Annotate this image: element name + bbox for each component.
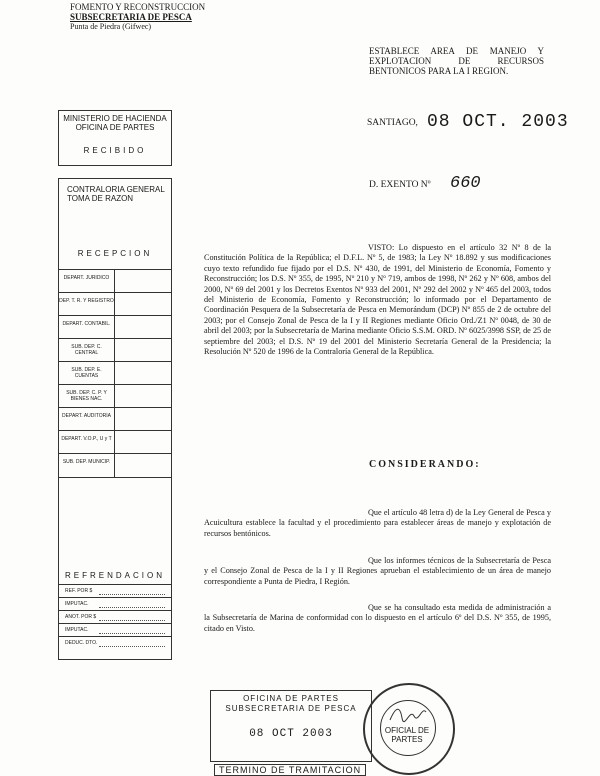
routing-row: DEPART. V.O.P., U y T	[59, 430, 171, 454]
oficina-partes-stamp	[210, 690, 372, 762]
oficina-partes-date: 08 OCT 2003	[249, 728, 333, 740]
refrendacion-row: DEDUC. DTO.	[59, 636, 171, 650]
considerando-2: Que los informes técnicos de la Subsecretaría de Pesca y el Consejo Zonal de Pesca de la I y II Regiones aprueban el establecimiento de un área de manejo correspondiente a Punta de Piedra, I Región.	[204, 556, 551, 586]
location-header: Punta de Piedra (Gifwec)	[70, 22, 152, 31]
routing-row: SUB. DEP. E. CUENTAS	[59, 361, 171, 385]
date-stamp: 08 OCT. 2003	[427, 112, 569, 132]
recepcion-heading: RECEPCION	[77, 249, 153, 258]
hacienda-stamp-title: MINISTERIO DE HACIENDA OFICINA DE PARTES	[63, 114, 167, 132]
refrendacion-row: ANOT. POR $	[59, 610, 171, 624]
decree-title: ESTABLECE AREA DE MANEJO Y EXPLOTACION DE RECURSOS BENTONICOS PARA LA I REGION.	[369, 46, 544, 76]
hacienda-stamp	[58, 110, 172, 166]
ministry-header: FOMENTO Y RECONSTRUCCION	[70, 2, 206, 12]
considerando-heading: CONSIDERANDO:	[369, 459, 481, 470]
routing-row: DEP. T. R. Y REGISTRO	[59, 292, 171, 316]
contraloria-title: CONTRALORIA GENERAL TOMA DE RAZON	[67, 185, 165, 203]
routing-row: SUB. DEP. C. CENTRAL	[59, 338, 171, 362]
decree-label: D. EXENTO Nº	[369, 180, 431, 190]
considerando-3: Que se ha consultado esta medida de administración a la Subsecretaría de Marina de conformidad con lo dispuesto en el artículo 6º del D.S. Nº 355, de 1995, citado en Visto.	[204, 603, 551, 633]
routing-row: DEPART. AUDITORIA	[59, 407, 171, 431]
hacienda-stamp-status: RECIBIDO	[83, 146, 147, 155]
place-label: SANTIAGO,	[367, 118, 418, 128]
routing-row: DEPART. JURIDICO	[59, 269, 171, 293]
decree-number: 660	[450, 174, 481, 193]
refrendacion-row: IMPUTAC.	[59, 597, 171, 611]
routing-row: SUB. DEP. C. P. Y BIENES NAC.	[59, 384, 171, 408]
termino-tramitacion-label: TERMINO DE TRAMITACION	[214, 764, 366, 776]
official-seal-text: OFICIAL DE PARTES	[384, 726, 430, 744]
refrendacion-heading: REFRENDACION	[64, 571, 165, 580]
routing-row: DEPART. CONTABIL.	[59, 315, 171, 339]
subsecretaria-header: SUBSECRETARIA DE PESCA	[70, 12, 192, 22]
oficina-partes-line2: SUBSECRETARIA DE PESCA	[225, 704, 357, 713]
refrendacion-row: REF. POR $	[59, 584, 171, 598]
signature-scribble	[388, 702, 428, 726]
contraloria-form	[58, 178, 172, 660]
visto-paragraph: VISTO: Lo dispuesto en el artículo 32 Nº 8 de la Constitución Política de la República; el D.F.L. Nº 5, de 1983; la Ley Nº 18.892 y sus modificaciones cuyo texto refundido fue fijado por el D.S. Nº 430, de 1991, del Ministerio de Economía, Fomento y Reconstrucción; los D.S. Nº 355, de 1995, Nº 210 y Nº 719, ambos de 1998, Nº 262 y Nº 608, ambos del 2000, Nº 69 del 2001 y los Decretos Exentos Nº 933 del 2001, Nº 292 del 2002 y Nº 465 del 2003, todos del Ministerio de Economía, Fomento y Reconstrucción; lo informado por el Departamento de Coordinación Pesquera de la Subsecretaría de Pesca en Memorándum (DCP) Nº 855 de 2 de octubre del 2003; por el Consejo Zonal de Pesca de la I y II Regiones mediante Oficio Ord./Z1 Nº 0048, de 30 de abril del 2003; por la Subsecretaría de Marina mediante Oficio S.S.M. ORD. Nº 6025/3998 SSP, de 25 de septiembre del 2003; el D.S. Nº 19 del 2001 del Ministerio Secretaría General de la Presidencia; la Resolución Nº 520 de 1996 de la Contraloría General de la República.	[204, 243, 551, 357]
considerando-1: Que el artículo 48 letra d) de la Ley General de Pesca y Acuicultura establece la facultad y el procedimiento para establecer áreas de manejo y explotación de recursos bentónicos.	[204, 508, 551, 538]
routing-row: SUB. DEP. MUNICIP.	[59, 453, 171, 478]
oficina-partes-line1: OFICINA DE PARTES	[243, 694, 339, 703]
refrendacion-row: IMPUTAC.	[59, 623, 171, 637]
